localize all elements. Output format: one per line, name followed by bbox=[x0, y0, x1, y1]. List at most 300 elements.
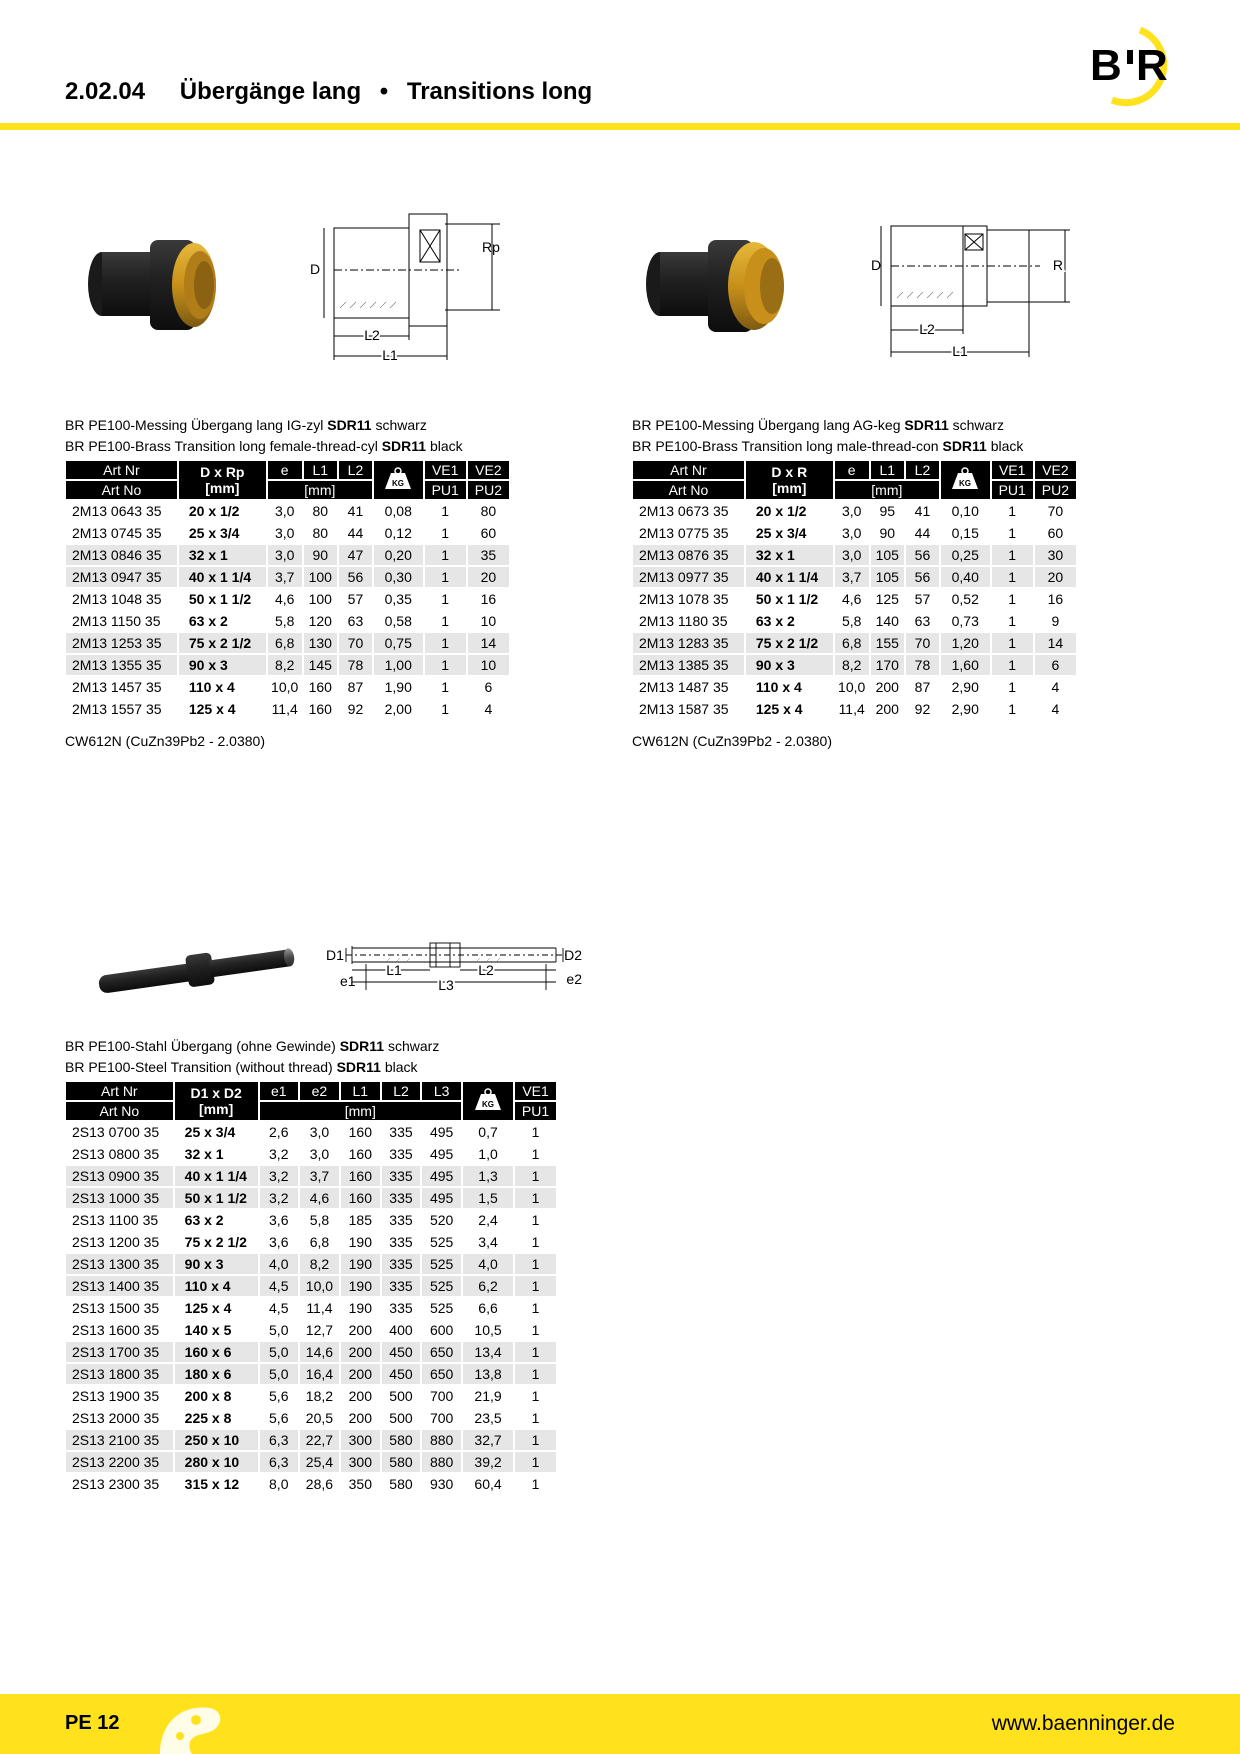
cell-value: 70 bbox=[1047, 503, 1064, 519]
cell-value: 0,35 bbox=[384, 591, 412, 607]
cell-value: 87 bbox=[914, 679, 931, 695]
cell-art-nr: 2M13 0846 35 bbox=[66, 545, 177, 565]
product-photo-female-transition bbox=[82, 232, 237, 340]
cell-dimension: 50 x 1 1/2 bbox=[188, 591, 252, 607]
cell-dimension: 110 x 4 bbox=[188, 679, 235, 695]
cell-value: 335 bbox=[389, 1234, 413, 1250]
cell-value: 1 bbox=[531, 1322, 540, 1338]
cell-value: 6,6 bbox=[478, 1300, 498, 1316]
cell-value: 1 bbox=[425, 545, 466, 565]
cell-dimension: 50 x 1 1/2 bbox=[755, 591, 819, 607]
cell-value: 63 bbox=[914, 613, 931, 629]
col-pu1: PU1 bbox=[425, 481, 466, 499]
header-rule bbox=[0, 123, 1240, 130]
cell-dimension: 125 x 4 bbox=[188, 701, 236, 717]
table-row bbox=[66, 633, 509, 653]
cell-value: 1 bbox=[531, 1124, 540, 1140]
drawing-label-d2: D2 bbox=[564, 947, 582, 963]
col-dim: D x Rp [mm] bbox=[179, 461, 266, 499]
cell-dimension: 75 x 2 1/2 bbox=[179, 633, 266, 653]
cell-value: 0,12 bbox=[384, 525, 412, 541]
cell-dimension: 25 x 3/4 bbox=[755, 525, 807, 541]
cell-dimension: 125 x 4 bbox=[755, 701, 803, 717]
cell-value: 5,0 bbox=[269, 1322, 289, 1338]
cell-value: 10 bbox=[468, 655, 509, 675]
cell-art-nr: 2M13 1385 35 bbox=[633, 655, 744, 675]
cell-value: 80 bbox=[312, 503, 329, 519]
cell-value: 2,90 bbox=[951, 701, 979, 717]
cell-value: 20 bbox=[468, 567, 509, 587]
cell-value: 1 bbox=[425, 655, 466, 675]
cell-value: 4 bbox=[1051, 701, 1060, 717]
weight-icon bbox=[950, 467, 980, 491]
col-art-no: Art No bbox=[66, 1102, 173, 1120]
weight-icon bbox=[473, 1088, 503, 1112]
cell-dimension: 225 x 8 bbox=[184, 1410, 232, 1426]
cell-value: 78 bbox=[339, 655, 372, 675]
cell-value: 335 bbox=[382, 1166, 421, 1186]
col-ve1: VE1 bbox=[425, 461, 466, 479]
col-ve1: VE1 bbox=[515, 1082, 556, 1100]
col-e2: e2 bbox=[300, 1082, 339, 1100]
cell-value: 14,6 bbox=[300, 1342, 339, 1362]
cell-value: 1 bbox=[515, 1430, 556, 1450]
table-row bbox=[66, 1122, 556, 1142]
title-de: Übergänge lang bbox=[179, 78, 362, 105]
website-link[interactable]: www.baenninger.de bbox=[991, 1712, 1175, 1735]
cell-value: 0,08 bbox=[384, 503, 412, 519]
cell-value: 580 bbox=[389, 1476, 413, 1492]
cell-value: 3,7 bbox=[835, 567, 869, 587]
cell-value: 1 bbox=[425, 633, 466, 653]
cell-value: 4,6 bbox=[274, 591, 295, 607]
cell-value: 200 bbox=[341, 1364, 380, 1384]
cell-value: 525 bbox=[422, 1254, 461, 1274]
cell-value: 8,2 bbox=[300, 1254, 339, 1274]
cell-value: 140 bbox=[875, 613, 899, 629]
cell-art-nr: 2S13 2000 35 bbox=[72, 1410, 160, 1426]
table-row bbox=[66, 1188, 556, 1208]
cell-art-nr: 2M13 0673 35 bbox=[639, 503, 729, 519]
cell-value: 16 bbox=[480, 591, 497, 607]
col-weight bbox=[941, 461, 990, 499]
cell-value: 16,4 bbox=[300, 1364, 339, 1384]
cell-dimension: 63 x 2 bbox=[188, 613, 228, 629]
svg-text:KG: KG bbox=[482, 1099, 495, 1109]
cell-value: 5,8 bbox=[841, 613, 862, 629]
table-row bbox=[66, 1386, 556, 1406]
cell-art-nr: 2S13 1200 35 bbox=[72, 1234, 160, 1250]
cell-value: 3,2 bbox=[269, 1146, 289, 1162]
cell-value: 6,3 bbox=[260, 1452, 298, 1472]
cell-dimension: 75 x 2 1/2 bbox=[184, 1234, 247, 1250]
cell-value: 60 bbox=[1047, 525, 1064, 541]
cell-value: 600 bbox=[429, 1322, 454, 1338]
cell-value: 44 bbox=[914, 525, 931, 541]
cell-art-nr: 2S13 1700 35 bbox=[66, 1342, 173, 1362]
drawing-label-e1: e1 bbox=[340, 973, 356, 989]
cell-value: 335 bbox=[382, 1254, 421, 1274]
cell-dimension: 110 x 4 bbox=[175, 1276, 258, 1296]
cell-value: 0,10 bbox=[951, 503, 979, 519]
cell-art-nr: 2M13 0643 35 bbox=[72, 503, 162, 519]
cell-value: 1 bbox=[441, 701, 450, 717]
cell-value: 160 bbox=[341, 1166, 380, 1186]
table-row bbox=[66, 523, 509, 543]
cell-art-nr: 2M13 1355 35 bbox=[66, 655, 177, 675]
cell-value: 1 bbox=[531, 1410, 540, 1426]
cell-value: 3,0 bbox=[309, 1124, 330, 1140]
cell-art-nr: 2S13 1400 35 bbox=[66, 1276, 173, 1296]
table-row bbox=[66, 1474, 556, 1494]
table-product-a bbox=[64, 459, 511, 721]
cell-value: 3,0 bbox=[268, 545, 302, 565]
col-pu2: PU2 bbox=[1035, 481, 1076, 499]
cell-value: 160 bbox=[308, 701, 332, 717]
cell-value: 350 bbox=[348, 1476, 372, 1492]
cell-value: 0,75 bbox=[374, 633, 423, 653]
cell-value: 4 bbox=[1051, 679, 1060, 695]
col-l2: L2 bbox=[906, 461, 939, 479]
cell-dimension: 63 x 2 bbox=[184, 1212, 224, 1228]
cell-value: 60 bbox=[480, 525, 497, 541]
cell-value: 1 bbox=[1008, 613, 1017, 629]
cell-value: 13,8 bbox=[463, 1364, 513, 1384]
cell-value: 0,30 bbox=[374, 567, 423, 587]
title-en: Transitions long bbox=[406, 78, 593, 105]
cell-value: 5,8 bbox=[274, 613, 295, 629]
cell-value: 9 bbox=[1051, 613, 1060, 629]
col-l1: L1 bbox=[304, 461, 337, 479]
drawing-label-d1: D1 bbox=[326, 947, 344, 963]
cell-value: 60,4 bbox=[474, 1476, 502, 1492]
cell-value: 1 bbox=[441, 679, 450, 695]
cell-value: 930 bbox=[429, 1476, 454, 1492]
cell-value: 22,7 bbox=[300, 1430, 339, 1450]
table-row bbox=[633, 633, 1076, 653]
cell-value: 335 bbox=[389, 1146, 413, 1162]
cell-dimension: 75 x 2 1/2 bbox=[746, 633, 833, 653]
cell-value: 0,7 bbox=[478, 1124, 498, 1140]
cell-value: 5,6 bbox=[269, 1388, 289, 1404]
cell-value: 1,00 bbox=[374, 655, 423, 675]
table-row bbox=[66, 655, 509, 675]
cell-value: 1 bbox=[515, 1452, 556, 1472]
cell-value: 190 bbox=[341, 1254, 380, 1274]
cell-value: 1 bbox=[1008, 679, 1017, 695]
table-product-c bbox=[64, 1080, 558, 1496]
cell-art-nr: 2S13 1600 35 bbox=[72, 1322, 160, 1338]
cell-value: 13,4 bbox=[463, 1342, 513, 1362]
table-row bbox=[66, 1298, 556, 1318]
cell-value: 10,0 bbox=[838, 679, 866, 695]
col-art-no: Art No bbox=[66, 481, 177, 499]
cell-dimension: 63 x 2 bbox=[755, 613, 795, 629]
title-separator: • bbox=[379, 78, 389, 105]
cell-value: 880 bbox=[422, 1430, 461, 1450]
cell-value: 335 bbox=[382, 1276, 421, 1296]
cell-value: 145 bbox=[304, 655, 337, 675]
cell-value: 4,5 bbox=[260, 1276, 298, 1296]
cell-value: 700 bbox=[429, 1410, 454, 1426]
cell-value: 3,2 bbox=[260, 1188, 298, 1208]
cell-value: 6,8 bbox=[835, 633, 869, 653]
cell-dimension: 20 x 1/2 bbox=[755, 503, 807, 519]
cell-value: 520 bbox=[429, 1212, 454, 1228]
cell-art-nr: 2M13 1180 35 bbox=[639, 613, 728, 629]
cell-value: 1 bbox=[441, 525, 450, 541]
cell-value: 6,3 bbox=[260, 1430, 298, 1450]
table-row bbox=[66, 1276, 556, 1296]
col-art-no: Art No bbox=[633, 481, 744, 499]
cell-value: 190 bbox=[348, 1300, 372, 1316]
drawing-label-l3: L3 bbox=[438, 977, 454, 993]
cell-value: 105 bbox=[871, 545, 904, 565]
table-row bbox=[66, 1254, 556, 1274]
col-art-nr: Art Nr bbox=[66, 1082, 173, 1100]
col-art-nr: Art Nr bbox=[633, 461, 744, 479]
cell-value: 57 bbox=[347, 591, 364, 607]
footer-pattern-icon bbox=[150, 1694, 230, 1754]
drawing-label-l2: L2 bbox=[364, 327, 380, 343]
cell-value: 160 bbox=[341, 1188, 380, 1208]
product-photo-male-transition bbox=[640, 232, 805, 342]
caption-de: BR PE100-Stahl Übergang (ohne Gewinde) SDR11 schwarz bbox=[65, 1038, 440, 1054]
cell-value: 39,2 bbox=[463, 1452, 513, 1472]
section-number: 2.02.04 bbox=[65, 78, 146, 105]
cell-value: 200 bbox=[875, 679, 899, 695]
cell-value: 10,5 bbox=[474, 1322, 502, 1338]
cell-value: 1 bbox=[992, 545, 1033, 565]
technical-drawing-male-transition bbox=[865, 222, 1075, 362]
cell-dimension: 140 x 5 bbox=[184, 1322, 232, 1338]
cell-value: 1 bbox=[1008, 503, 1017, 519]
cell-value: 5,0 bbox=[260, 1364, 298, 1384]
cell-value: 1 bbox=[515, 1342, 556, 1362]
cell-value: 1 bbox=[1008, 591, 1017, 607]
cell-value: 23,5 bbox=[474, 1410, 502, 1426]
table-row bbox=[66, 1166, 556, 1186]
cell-art-nr: 2S13 2300 35 bbox=[72, 1476, 160, 1492]
table-row bbox=[66, 1452, 556, 1472]
technical-drawing-female-transition bbox=[310, 210, 510, 365]
cell-value: 14 bbox=[1035, 633, 1076, 653]
cell-value: 525 bbox=[422, 1276, 461, 1296]
cell-value: 2,00 bbox=[384, 701, 412, 717]
cell-art-nr: 2S13 1500 35 bbox=[72, 1300, 160, 1316]
cell-value: 650 bbox=[422, 1364, 461, 1384]
cell-value: 47 bbox=[339, 545, 372, 565]
col-e: e bbox=[268, 461, 302, 479]
cell-value: 1 bbox=[515, 1364, 556, 1384]
cell-value: 3,0 bbox=[274, 525, 295, 541]
cell-dimension: 90 x 3 bbox=[175, 1254, 258, 1274]
cell-value: 495 bbox=[429, 1124, 454, 1140]
cell-art-nr: 2M13 1150 35 bbox=[72, 613, 161, 629]
product-photo-steel-transition bbox=[92, 940, 307, 1000]
col-ve1: VE1 bbox=[992, 461, 1033, 479]
cell-value: 44 bbox=[347, 525, 364, 541]
table-row bbox=[66, 699, 509, 719]
cell-value: 87 bbox=[347, 679, 364, 695]
cell-value: 1,3 bbox=[463, 1166, 513, 1186]
table-row bbox=[633, 611, 1076, 631]
cell-value: 56 bbox=[906, 567, 939, 587]
cell-art-nr: 2S13 2200 35 bbox=[66, 1452, 173, 1472]
cell-value: 1 bbox=[515, 1254, 556, 1274]
cell-value: 170 bbox=[871, 655, 904, 675]
cell-dimension: 160 x 6 bbox=[175, 1342, 258, 1362]
table-row bbox=[66, 545, 509, 565]
cell-value: 1 bbox=[531, 1234, 540, 1250]
cell-dimension: 32 x 1 bbox=[746, 545, 833, 565]
table-row bbox=[633, 501, 1076, 521]
cell-value: 1 bbox=[425, 567, 466, 587]
cell-value: 70 bbox=[339, 633, 372, 653]
cell-art-nr: 2M13 0876 35 bbox=[633, 545, 744, 565]
cell-value: 2,4 bbox=[478, 1212, 498, 1228]
cell-value: 3,0 bbox=[309, 1146, 330, 1162]
cell-dimension: 20 x 1/2 bbox=[188, 503, 240, 519]
technical-drawing-steel-transition bbox=[326, 938, 582, 996]
table-row bbox=[633, 699, 1076, 719]
cell-value: 1 bbox=[1008, 525, 1017, 541]
col-l1: L1 bbox=[871, 461, 904, 479]
table-product-b bbox=[631, 459, 1078, 721]
cell-value: 525 bbox=[429, 1300, 454, 1316]
cell-value: 1 bbox=[992, 567, 1033, 587]
cell-value: 4,6 bbox=[300, 1188, 339, 1208]
cell-value: 41 bbox=[347, 503, 364, 519]
cell-value: 1 bbox=[531, 1212, 540, 1228]
cell-dimension: 50 x 1 1/2 bbox=[175, 1188, 258, 1208]
col-pu2: PU2 bbox=[468, 481, 509, 499]
page-number: PE 12 bbox=[65, 1712, 120, 1734]
cell-dimension: 40 x 1 1/4 bbox=[179, 567, 266, 587]
cell-value: 5,6 bbox=[269, 1410, 289, 1426]
cell-value: 500 bbox=[389, 1388, 413, 1404]
col-l2: L2 bbox=[382, 1082, 421, 1100]
cell-value: 3,0 bbox=[835, 545, 869, 565]
cell-dimension: 280 x 10 bbox=[175, 1452, 258, 1472]
col-unit: [mm] bbox=[260, 1102, 461, 1120]
cell-value: 0,58 bbox=[384, 613, 412, 629]
cell-value: 1,90 bbox=[384, 679, 412, 695]
cell-dimension: 25 x 3/4 bbox=[188, 525, 240, 541]
cell-value: 335 bbox=[389, 1300, 413, 1316]
cell-value: 120 bbox=[308, 613, 332, 629]
table-row bbox=[633, 589, 1076, 609]
cell-art-nr: 2S13 2100 35 bbox=[66, 1430, 173, 1450]
cell-value: 1,60 bbox=[941, 655, 990, 675]
cell-value: 1 bbox=[441, 503, 450, 519]
cell-value: 500 bbox=[389, 1410, 413, 1426]
cell-art-nr: 2S13 1900 35 bbox=[72, 1388, 160, 1404]
cell-value: 4,5 bbox=[269, 1300, 289, 1316]
cell-value: 400 bbox=[389, 1322, 413, 1338]
cell-art-nr: 2S13 1800 35 bbox=[66, 1364, 173, 1384]
drawing-label-rp: Rp bbox=[482, 239, 500, 255]
cell-value: 1 bbox=[441, 591, 450, 607]
cell-value: 78 bbox=[906, 655, 939, 675]
cell-value: 1 bbox=[992, 633, 1033, 653]
svg-text:KG: KG bbox=[392, 478, 405, 488]
table-row bbox=[66, 589, 509, 609]
cell-dimension: 180 x 6 bbox=[175, 1364, 258, 1384]
cell-value: 130 bbox=[304, 633, 337, 653]
cell-value: 14 bbox=[468, 633, 509, 653]
cell-value: 3,7 bbox=[300, 1166, 339, 1186]
cell-art-nr: 2M13 1253 35 bbox=[66, 633, 177, 653]
material-note-a: CW612N (CuZn39Pb2 - 2.0380) bbox=[65, 733, 265, 749]
cell-value: 10,0 bbox=[300, 1276, 339, 1296]
table-row bbox=[66, 1232, 556, 1252]
cell-value: 160 bbox=[348, 1124, 372, 1140]
cell-value: 1 bbox=[531, 1388, 540, 1404]
cell-value: 105 bbox=[871, 567, 904, 587]
drawing-label-d: D bbox=[871, 257, 882, 273]
cell-value: 10,0 bbox=[271, 679, 299, 695]
cell-value: 5,0 bbox=[260, 1342, 298, 1362]
cell-value: 41 bbox=[914, 503, 931, 519]
cell-value: 700 bbox=[429, 1388, 454, 1404]
cell-value: 1 bbox=[531, 1300, 540, 1316]
cell-art-nr: 2M13 0745 35 bbox=[72, 525, 162, 541]
cell-value: 35 bbox=[468, 545, 509, 565]
drawing-label-r: R bbox=[1052, 257, 1063, 273]
cell-value: 0,52 bbox=[951, 591, 979, 607]
cell-value: 8,2 bbox=[835, 655, 869, 675]
cell-art-nr: 2S13 0800 35 bbox=[72, 1146, 160, 1162]
col-ve2: VE2 bbox=[468, 461, 509, 479]
drawing-label-l1: L1 bbox=[952, 343, 968, 359]
material-note-b: CW612N (CuZn39Pb2 - 2.0380) bbox=[632, 733, 832, 749]
col-l3: L3 bbox=[422, 1082, 461, 1100]
cell-value: 1 bbox=[515, 1276, 556, 1296]
table-row bbox=[66, 1144, 556, 1164]
cell-value: 300 bbox=[341, 1452, 380, 1472]
col-l1: L1 bbox=[341, 1082, 380, 1100]
cell-dimension: 90 x 3 bbox=[179, 655, 266, 675]
cell-value: 3,0 bbox=[274, 503, 295, 519]
cell-value: 70 bbox=[906, 633, 939, 653]
cell-value: 200 bbox=[341, 1342, 380, 1362]
cell-value: 3,0 bbox=[841, 503, 862, 519]
cell-value: 1 bbox=[441, 613, 450, 629]
cell-art-nr: 2M13 1078 35 bbox=[639, 591, 729, 607]
cell-value: 3,2 bbox=[260, 1166, 298, 1186]
cell-value: 3,4 bbox=[478, 1234, 498, 1250]
cell-value: 200 bbox=[348, 1410, 372, 1426]
cell-value: 1 bbox=[1008, 701, 1017, 717]
cell-dimension: 32 x 1 bbox=[184, 1146, 224, 1162]
cell-value: 80 bbox=[480, 503, 497, 519]
cell-value: 0,40 bbox=[941, 567, 990, 587]
cell-value: 580 bbox=[382, 1430, 421, 1450]
col-weight bbox=[374, 461, 423, 499]
cell-value: 92 bbox=[914, 701, 931, 717]
logo-letter-r: R bbox=[1136, 41, 1168, 90]
col-weight bbox=[463, 1082, 513, 1120]
cell-value: 92 bbox=[347, 701, 364, 717]
table-row bbox=[633, 545, 1076, 565]
col-dim: D1 x D2 [mm] bbox=[175, 1082, 258, 1120]
cell-value: 200 bbox=[348, 1388, 372, 1404]
cell-dimension: 315 x 12 bbox=[184, 1476, 240, 1492]
cell-value: 56 bbox=[906, 545, 939, 565]
cell-art-nr: 2M13 0775 35 bbox=[639, 525, 729, 541]
cell-value: 0,73 bbox=[951, 613, 979, 629]
